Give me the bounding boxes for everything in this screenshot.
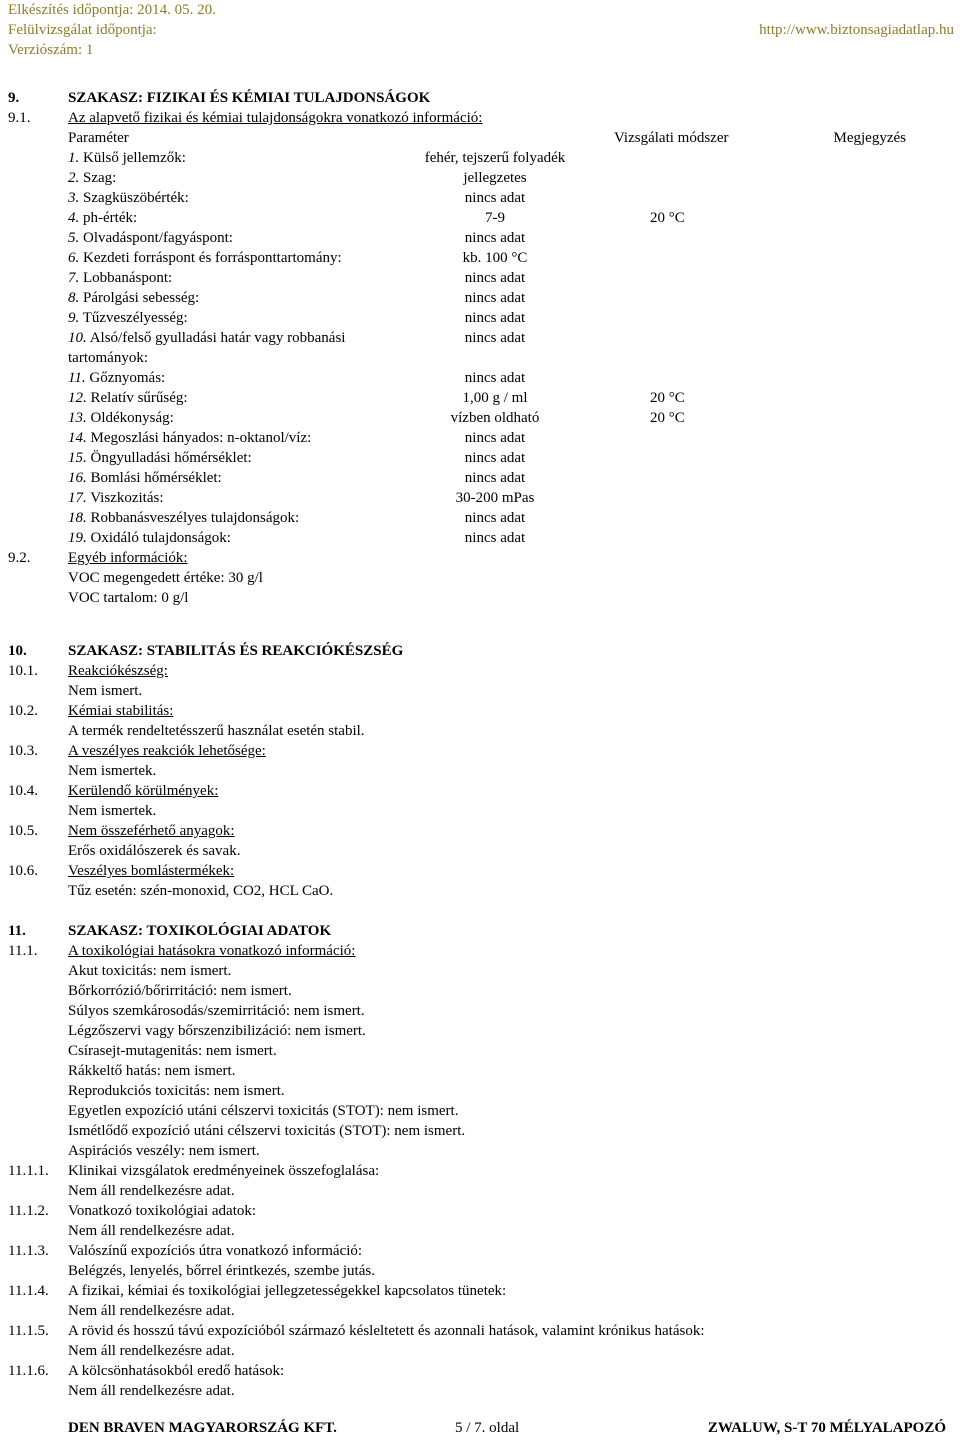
property-row xyxy=(8,368,954,388)
subsection-number: 9.1. xyxy=(8,110,31,126)
property-label xyxy=(68,448,252,468)
property-label xyxy=(68,268,172,288)
subsection-text: Belégzés, lenyelés, bőrrel érintkezés, szembe jutás. xyxy=(68,1263,375,1279)
toxicity-line xyxy=(8,1081,954,1101)
property-row xyxy=(8,508,954,528)
property-name: Relatív sűrűség: xyxy=(90,390,188,406)
subsection-body xyxy=(8,881,954,901)
property-label xyxy=(68,508,299,528)
version-number: Verziószám: 1 xyxy=(8,42,94,58)
column-note: Megjegyzés xyxy=(833,130,906,146)
subsection-heading xyxy=(8,1361,954,1381)
subsection-body xyxy=(8,1221,954,1241)
subsection-number: 11.1.2. xyxy=(8,1203,49,1219)
property-number: 13. xyxy=(68,410,87,426)
property-label xyxy=(68,388,188,408)
subsection-number: 11.1.1. xyxy=(8,1163,49,1179)
subsection-body xyxy=(8,681,954,701)
property-row xyxy=(8,488,954,508)
subsection-text: Tűz esetén: szén-monoxid, CO2, HCL CaO. xyxy=(68,883,334,899)
properties-table xyxy=(8,148,954,548)
property-label xyxy=(68,248,342,268)
property-number: 5. xyxy=(68,230,80,246)
property-number: 9. xyxy=(68,310,80,326)
property-row xyxy=(8,288,954,308)
section-number: 9. xyxy=(8,90,20,106)
subsection-number: 10.4. xyxy=(8,783,38,799)
toxicity-line xyxy=(8,961,954,981)
subsection-number: 10.5. xyxy=(8,823,38,839)
property-number: 7. xyxy=(68,270,80,286)
subsection-text: Nem áll rendelkezésre adat. xyxy=(68,1383,235,1399)
toxicity-text: Rákkeltő hatás: nem ismert. xyxy=(68,1063,236,1079)
property-value: nincs adat xyxy=(464,450,526,466)
property-name: Kezdeti forráspont és forrásponttartomány: xyxy=(83,250,342,266)
voc-content: VOC tartalom: 0 g/l xyxy=(68,590,189,606)
subsection-title: A kölcsönhatásokból eredő hatások: xyxy=(68,1363,285,1379)
subsection-body xyxy=(8,1181,954,1201)
subsection-number: 10.3. xyxy=(8,743,38,759)
property-name: Robbanásveszélyes tulajdonságok: xyxy=(90,510,300,526)
subsection-text: Nem ismert. xyxy=(68,683,143,699)
toxicity-text: Súlyos szemkárosodás/szemirritáció: nem ismert. xyxy=(68,1003,365,1019)
property-value: kb. 100 °C xyxy=(462,250,528,266)
subsection-title: A fizikai, kémiai és toxikológiai jellegzetességekkel kapcsolatos tünetek: xyxy=(68,1283,507,1299)
subsection-heading xyxy=(8,741,954,761)
toxicity-text: Légzőszervi vagy bőrszenzibilizáció: nem ismert. xyxy=(68,1023,366,1039)
footer-product: ZWALUW, S-T 70 MÉLYALAPOZÓ xyxy=(707,1420,946,1436)
toxicity-line xyxy=(8,1001,954,1021)
property-value: 1,00 g / ml xyxy=(462,390,528,406)
subsection-title: Vonatkozó toxikológiai adatok: xyxy=(68,1203,257,1219)
property-label xyxy=(68,528,231,548)
subsection-body xyxy=(8,1301,954,1321)
subsection-title: Az alapvető fizikai és kémiai tulajdonságokra vonatkozó információ: xyxy=(68,110,483,126)
subsection-body xyxy=(8,1261,954,1281)
toxicity-line xyxy=(8,1141,954,1161)
subsection-body xyxy=(8,761,954,781)
property-row xyxy=(8,268,954,288)
subsection-heading xyxy=(8,781,954,801)
subsection-text: Nem ismertek. xyxy=(68,763,157,779)
property-method: 20 °C xyxy=(650,210,685,226)
subsection-body xyxy=(8,801,954,821)
subsection-text: Nem áll rendelkezésre adat. xyxy=(68,1183,235,1199)
subsection-text: Erős oxidálószerek és savak. xyxy=(68,843,241,859)
property-value: nincs adat xyxy=(464,290,526,306)
footer-company: DEN BRAVEN MAGYARORSZÁG KFT. xyxy=(68,1420,337,1436)
page-footer xyxy=(8,1418,954,1438)
property-label xyxy=(68,188,189,208)
property-name: Tűzveszélyesség: xyxy=(82,310,188,326)
subsection-heading xyxy=(8,1201,954,1221)
toxicity-line xyxy=(8,1021,954,1041)
subsection-number: 11.1.3. xyxy=(8,1243,49,1259)
subsection-text: Nem áll rendelkezésre adat. xyxy=(68,1303,235,1319)
section-title: SZAKASZ: STABILITÁS ÉS REAKCIÓKÉSZSÉG xyxy=(68,643,404,659)
property-method: 20 °C xyxy=(650,410,685,426)
property-value: nincs adat xyxy=(464,510,526,526)
property-name: Lobbanáspont: xyxy=(83,270,173,286)
property-value: nincs adat xyxy=(464,190,526,206)
subsection-number: 10.1. xyxy=(8,663,38,679)
property-row xyxy=(8,308,954,328)
subsection-heading xyxy=(8,701,954,721)
property-label xyxy=(68,468,222,488)
property-name: Párolgási sebesség: xyxy=(83,290,200,306)
property-name: Olvadáspont/fagyáspont: xyxy=(83,230,233,246)
toxicity-line xyxy=(8,1101,954,1121)
toxicity-text: Ismétlődő expozíció utáni célszervi toxicitás (STOT): nem ismert. xyxy=(68,1123,466,1139)
section-number: 11. xyxy=(8,923,26,939)
subsection-title: Egyéb információk: xyxy=(68,550,188,566)
property-number: 16. xyxy=(68,470,87,486)
property-name: Megoszlási hányados: n-oktanol/víz: xyxy=(90,430,312,446)
subsection-number: 9.2. xyxy=(8,550,31,566)
subsection-body xyxy=(8,721,954,741)
property-value: nincs adat xyxy=(464,430,526,446)
property-value: nincs adat xyxy=(464,270,526,286)
property-label xyxy=(68,208,137,228)
property-name: Alsó/felső gyulladási határ vagy robbanási xyxy=(89,330,346,346)
property-method: 20 °C xyxy=(650,390,685,406)
property-row xyxy=(8,148,954,168)
subsection-heading xyxy=(8,861,954,881)
section-number: 10. xyxy=(8,643,27,659)
property-row xyxy=(8,188,954,208)
property-label xyxy=(68,328,345,348)
property-label xyxy=(68,308,188,328)
property-number: 19. xyxy=(68,530,87,546)
toxicity-line xyxy=(8,1041,954,1061)
toxicity-text: Csírasejt-mutagenitás: nem ismert. xyxy=(68,1043,277,1059)
property-name: Öngyulladási hőmérséklet: xyxy=(90,450,252,466)
property-number: 10. xyxy=(68,330,87,346)
property-number: 3. xyxy=(68,190,80,206)
property-number: 17. xyxy=(68,490,87,506)
toxicity-text: Egyetlen expozíció utáni célszervi toxicitás (STOT): nem ismert. xyxy=(68,1103,459,1119)
review-date: Felülvizsgálat időpontja: xyxy=(8,22,157,38)
created-date: Elkészítés időpontja: 2014. 05. 20. xyxy=(8,2,216,18)
property-name: ph-érték: xyxy=(83,210,138,226)
property-value: nincs adat xyxy=(464,330,526,346)
section-10 xyxy=(8,641,954,901)
subsection-text: A termék rendeltetésszerű használat esetén stabil. xyxy=(68,723,365,739)
subsection-heading xyxy=(8,1161,954,1181)
property-name-continued: tartományok: xyxy=(68,350,148,366)
subsection-title: Veszélyes bomlástermékek: xyxy=(68,863,235,879)
section-title: SZAKASZ: TOXIKOLÓGIAI ADATOK xyxy=(68,923,332,939)
property-row xyxy=(8,468,954,488)
subsection-title: Kerülendő körülmények: xyxy=(68,783,219,799)
subsection-title: Nem összeférhető anyagok: xyxy=(68,823,235,839)
property-number: 8. xyxy=(68,290,80,306)
property-row xyxy=(8,228,954,248)
section-title: SZAKASZ: FIZIKAI ÉS KÉMIAI TULAJDONSÁGOK xyxy=(68,90,431,106)
toxicity-text: Reprodukciós toxicitás: nem ismert. xyxy=(68,1083,285,1099)
property-row xyxy=(8,528,954,548)
property-value: nincs adat xyxy=(464,230,526,246)
property-row xyxy=(8,448,954,468)
property-label xyxy=(68,368,165,388)
property-name: Gőznyomás: xyxy=(89,370,166,386)
property-label xyxy=(68,168,116,188)
section-11 xyxy=(8,921,954,1401)
property-name: Viszkozitás: xyxy=(90,490,164,506)
subsection-title: A rövid és hosszú távú expozícióból származó késleltetett és azonnali hatások, valamint krónikus hatások: xyxy=(68,1323,705,1339)
property-value: vízben oldható xyxy=(450,410,540,426)
voc-limit: VOC megengedett értéke: 30 g/l xyxy=(68,570,263,586)
property-row xyxy=(8,428,954,448)
property-name: Oxidáló tulajdonságok: xyxy=(90,530,231,546)
property-value: 30-200 mPas xyxy=(455,490,535,506)
property-number: 18. xyxy=(68,510,87,526)
toxicity-line xyxy=(8,1061,954,1081)
property-row xyxy=(8,408,954,428)
property-name: Bomlási hőmérséklet: xyxy=(90,470,222,486)
property-row xyxy=(8,208,954,228)
property-label xyxy=(68,228,233,248)
subsection-title: A toxikológiai hatásokra vonatkozó információ: xyxy=(68,943,356,959)
subsection-number: 11.1.4. xyxy=(8,1283,49,1299)
subsection-title: Valószínű expozíciós útra vonatkozó információ: xyxy=(68,1243,363,1259)
toxicity-text: Bőrkorrózió/bőrirritáció: nem ismert. xyxy=(68,983,292,999)
page-header xyxy=(8,0,954,60)
property-row xyxy=(8,388,954,408)
subsection-text: Nem ismertek. xyxy=(68,803,157,819)
subsection-number: 11.1.5. xyxy=(8,1323,49,1339)
property-value: fehér, tejszerű folyadék xyxy=(424,150,566,166)
toxicity-text: Akut toxicitás: nem ismert. xyxy=(68,963,232,979)
property-number: 2. xyxy=(68,170,80,186)
property-number: 11. xyxy=(68,370,86,386)
subsection-title: Kémiai stabilitás: xyxy=(68,703,174,719)
column-parameter: Paraméter xyxy=(68,130,129,146)
subsection-number: 11.1. xyxy=(8,943,38,959)
property-number: 15. xyxy=(68,450,87,466)
property-row xyxy=(8,328,954,348)
footer-page-number: 5 / 7. oldal xyxy=(455,1420,520,1436)
property-value: nincs adat xyxy=(464,470,526,486)
column-method: Vizsgálati módszer xyxy=(614,130,729,146)
section-9 xyxy=(8,88,954,608)
property-label xyxy=(68,288,199,308)
property-number: 12. xyxy=(68,390,87,406)
property-value: nincs adat xyxy=(464,370,526,386)
subsection-body xyxy=(8,841,954,861)
subsection-number: 11.1.6. xyxy=(8,1363,49,1379)
subsection-heading xyxy=(8,1321,954,1341)
property-name: Oldékonyság: xyxy=(90,410,174,426)
subsection-heading xyxy=(8,821,954,841)
property-number: 6. xyxy=(68,250,80,266)
property-row xyxy=(8,248,954,268)
subsection-title: Klinikai vizsgálatok eredményeinek összefoglalása: xyxy=(68,1163,380,1179)
toxicity-text: Aspirációs veszély: nem ismert. xyxy=(68,1143,260,1159)
property-value: nincs adat xyxy=(464,530,526,546)
property-label xyxy=(68,428,311,448)
subsection-title: A veszélyes reakciók lehetősége: xyxy=(68,743,266,759)
subsection-title: Reakciókészség: xyxy=(68,663,168,679)
property-name: Külső jellemzők: xyxy=(83,150,186,166)
property-label xyxy=(68,408,174,428)
subsection-body xyxy=(8,1381,954,1401)
property-number: 14. xyxy=(68,430,87,446)
property-name: Szagküszöbérték: xyxy=(83,190,189,206)
property-row xyxy=(8,168,954,188)
property-number: 1. xyxy=(68,150,80,166)
subsection-number: 10.6. xyxy=(8,863,38,879)
subsection-heading xyxy=(8,1281,954,1301)
subsection-heading xyxy=(8,1241,954,1261)
subsection-body xyxy=(8,1341,954,1361)
properties-table-header xyxy=(8,128,954,148)
property-row-continuation xyxy=(8,348,954,368)
website-link[interactable]: http://www.biztonsagiadatlap.hu xyxy=(759,22,954,38)
property-name: Szag: xyxy=(83,170,117,186)
property-number: 4. xyxy=(68,210,80,226)
subsection-number: 10.2. xyxy=(8,703,38,719)
subsection-heading xyxy=(8,661,954,681)
property-value: jellegzetes xyxy=(463,170,527,186)
subsection-text: Nem áll rendelkezésre adat. xyxy=(68,1223,235,1239)
property-label xyxy=(68,148,186,168)
toxicity-line xyxy=(8,1121,954,1141)
property-value: 7-9 xyxy=(485,210,505,226)
property-label xyxy=(68,488,163,508)
toxicity-line xyxy=(8,981,954,1001)
subsection-text: Nem áll rendelkezésre adat. xyxy=(68,1343,235,1359)
property-value: nincs adat xyxy=(464,310,526,326)
